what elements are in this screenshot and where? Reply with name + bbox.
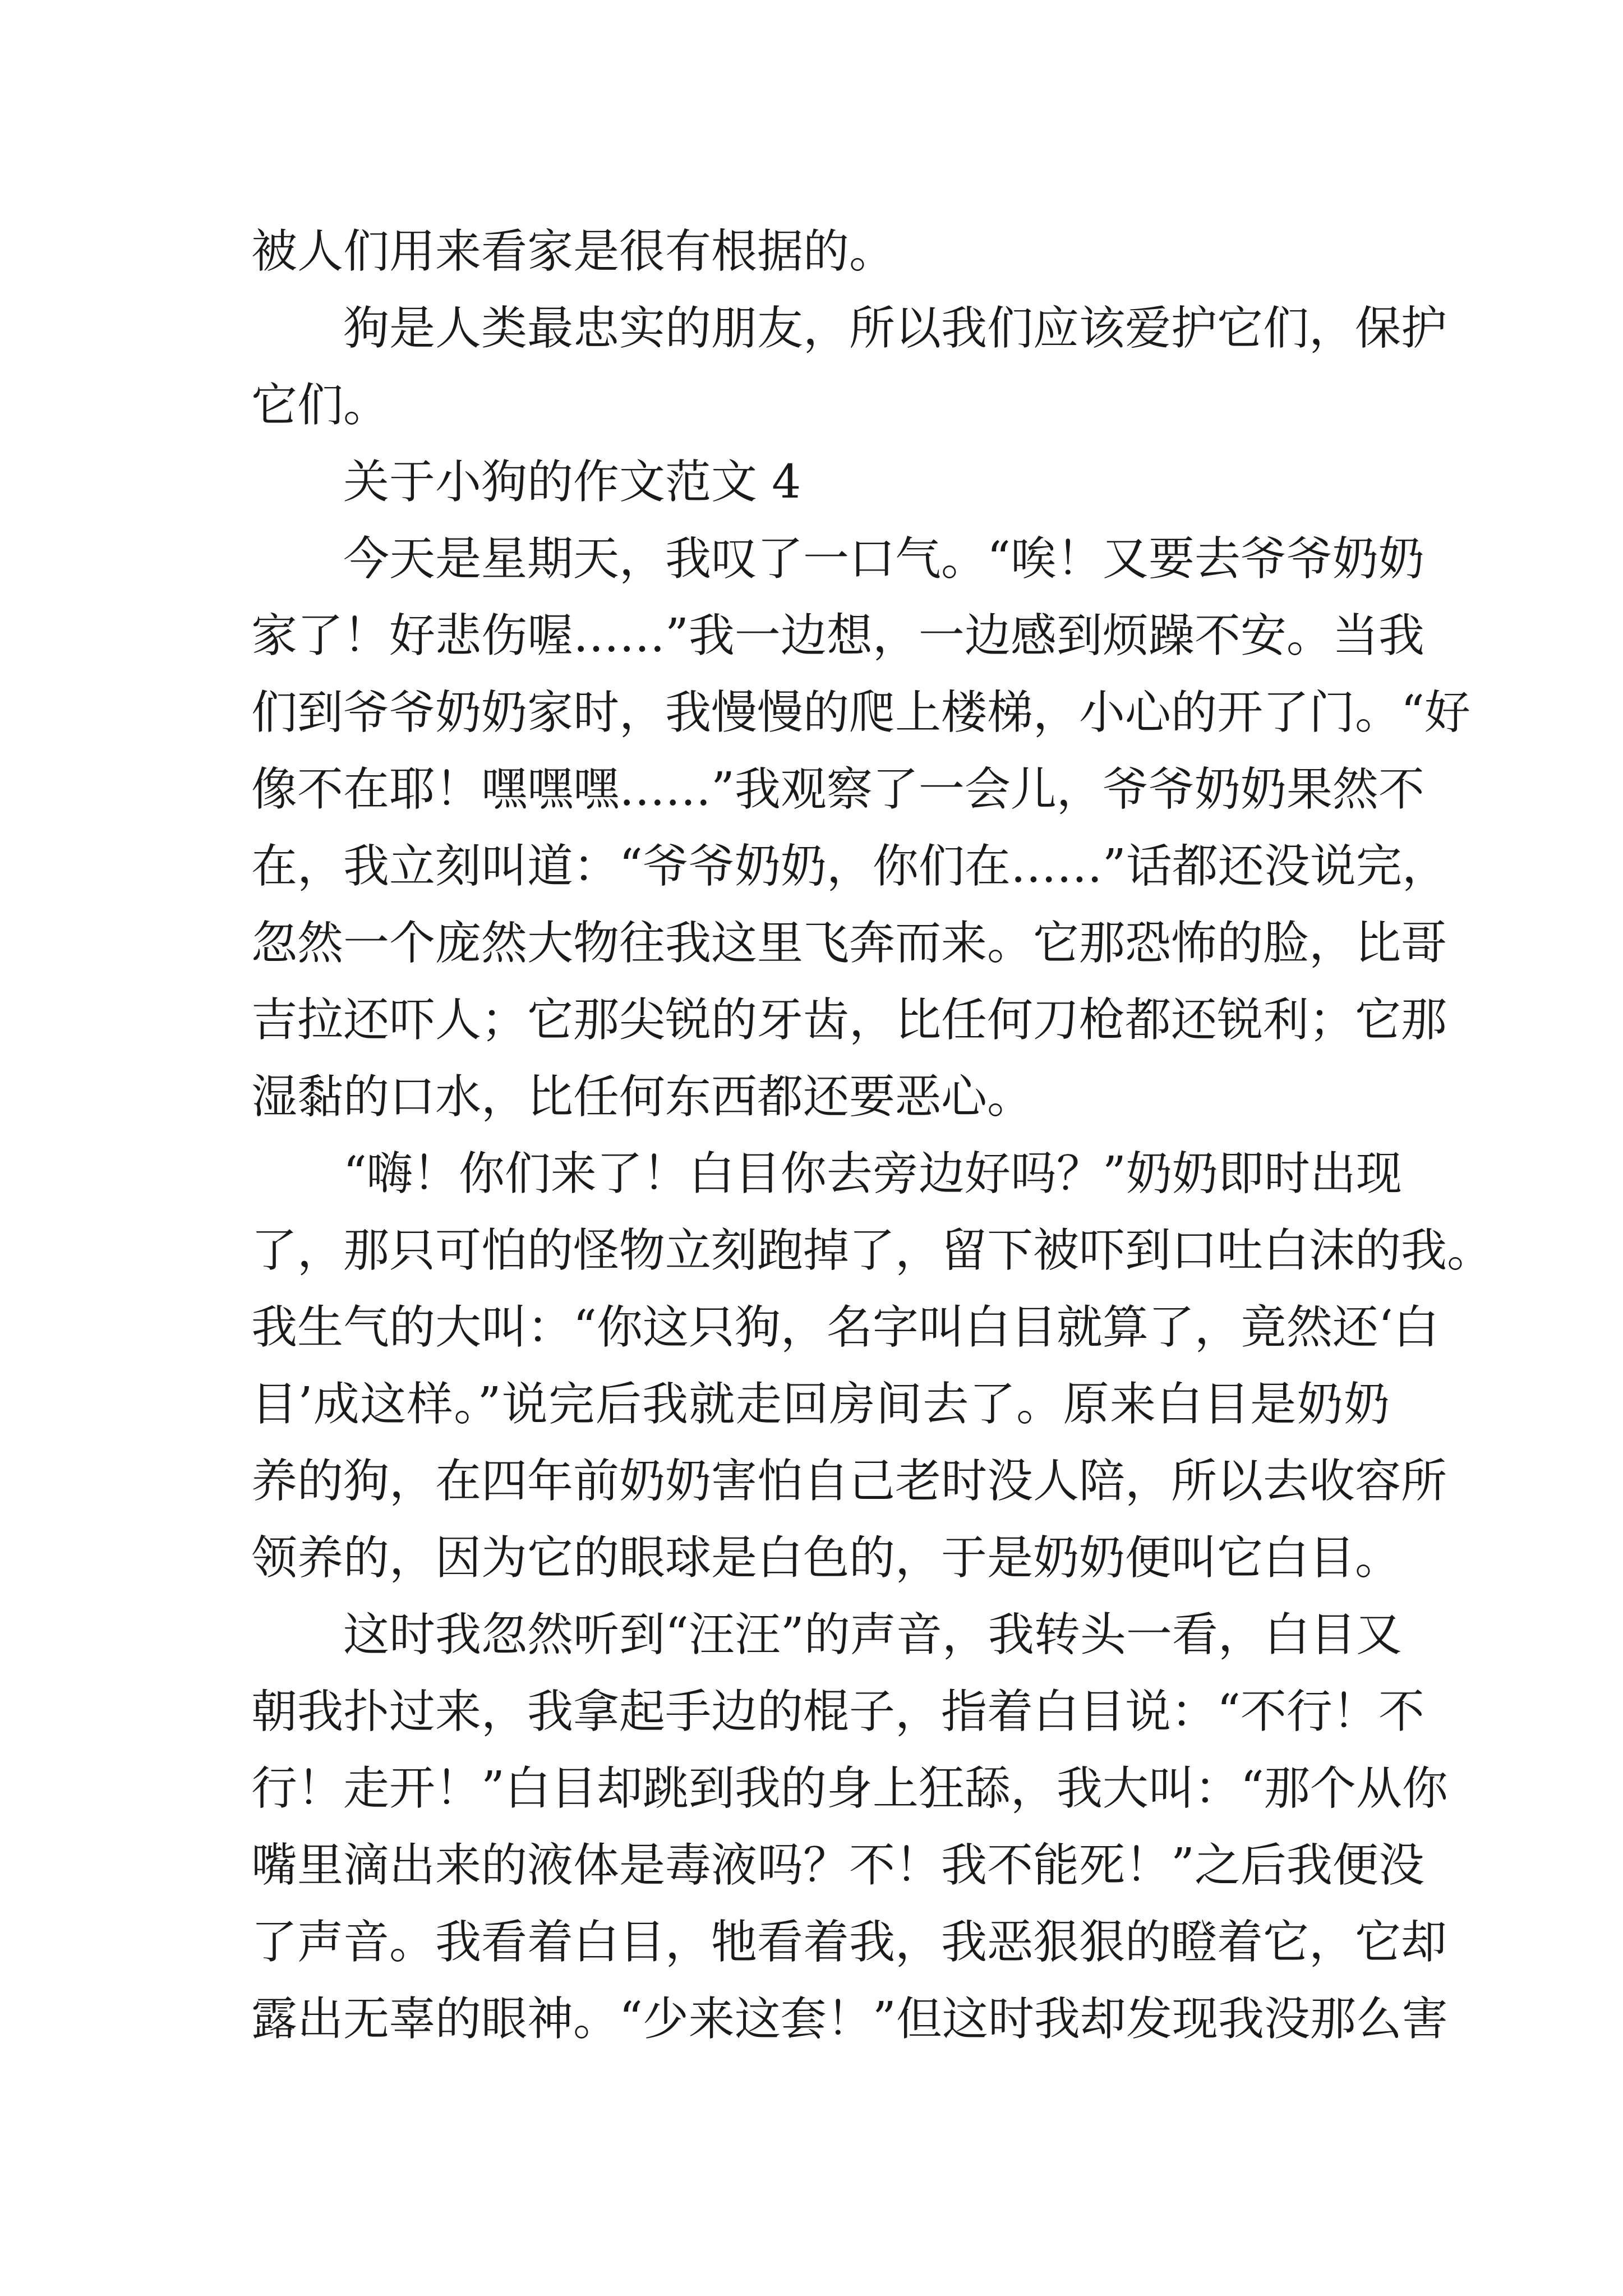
text-line: 了，那只可怕的怪物立刻跑掉了，留下被吓到口吐白沫的我。 (251, 1224, 1493, 1277)
essay-text (251, 213, 1493, 2058)
text-line: 露出无辜的眼神。“少来这套！”但这时我却发现我没那么害 (251, 1993, 1448, 2046)
text-line: 狗是人类最忠实的朋友，所以我们应该爱护它们，保护 (343, 302, 1447, 355)
text-line: 忽然一个庞然大物往我这里飞奔而来。它那恐怖的脸，比哥 (251, 917, 1447, 970)
text-line: 它们。 (251, 379, 390, 432)
text-line: 嘴里滴出来的液体是毒液吗？不！我不能死！”之后我便没 (251, 1839, 1424, 1892)
text-line: 目’成这样。”说完后我就走回房间去了。原来白目是奶奶 (251, 1378, 1390, 1431)
text-line: 们到爷爷奶奶家时，我慢慢的爬上楼梯，小心的开了门。“好 (251, 686, 1470, 739)
text-line: 我生气的大叫：“你这只狗，名字叫白目就算了，竟然还‘白 (251, 1301, 1439, 1354)
text-line: 家了！好悲伤喔……”我一边想，一边感到烦躁不安。当我 (251, 609, 1424, 662)
text-line: 养的狗，在四年前奶奶害怕自己老时没人陪，所以去收容所 (251, 1455, 1447, 1508)
text-line: 被人们用来看家是很有根据的。 (251, 225, 896, 278)
text-line: “嗨！你们来了！白目你去旁边好吗？”奶奶即时出现 (343, 1147, 1402, 1200)
text-line: 吉拉还吓人；它那尖锐的牙齿，比任何刀枪都还锐利；它那 (251, 993, 1447, 1047)
text-line: 领养的，因为它的眼球是白色的，于是奶奶便叫它白目。 (251, 1531, 1401, 1585)
text-line: 行！走开！”白目却跳到我的身上狂舔，我大叫：“那个从你 (251, 1762, 1448, 1815)
text-line: 像不在耶！嘿嘿嘿……”我观察了一会儿，爷爷奶奶果然不 (251, 763, 1424, 816)
text-line: 朝我扑过来，我拿起手边的棍子，指着白目说：“不行！不 (251, 1685, 1424, 1738)
text-line: 今天是星期天，我叹了一口气。“唉！又要去爷爷奶奶 (343, 532, 1424, 586)
text-line: 这时我忽然听到“汪汪”的声音，我转头一看，白目又 (343, 1608, 1402, 1662)
text-line: 了声音。我看着白目，牠看着我，我恶狠狠的瞪着它，它却 (251, 1916, 1447, 1969)
text-line: 关于小狗的作文范文 4 (343, 455, 801, 509)
text-line: 湿黏的口水，比任何东西都还要恶心。 (251, 1070, 1034, 1124)
text-line: 在，我立刻叫道：“爷爷奶奶，你们在……”话都还没说完， (251, 840, 1448, 893)
